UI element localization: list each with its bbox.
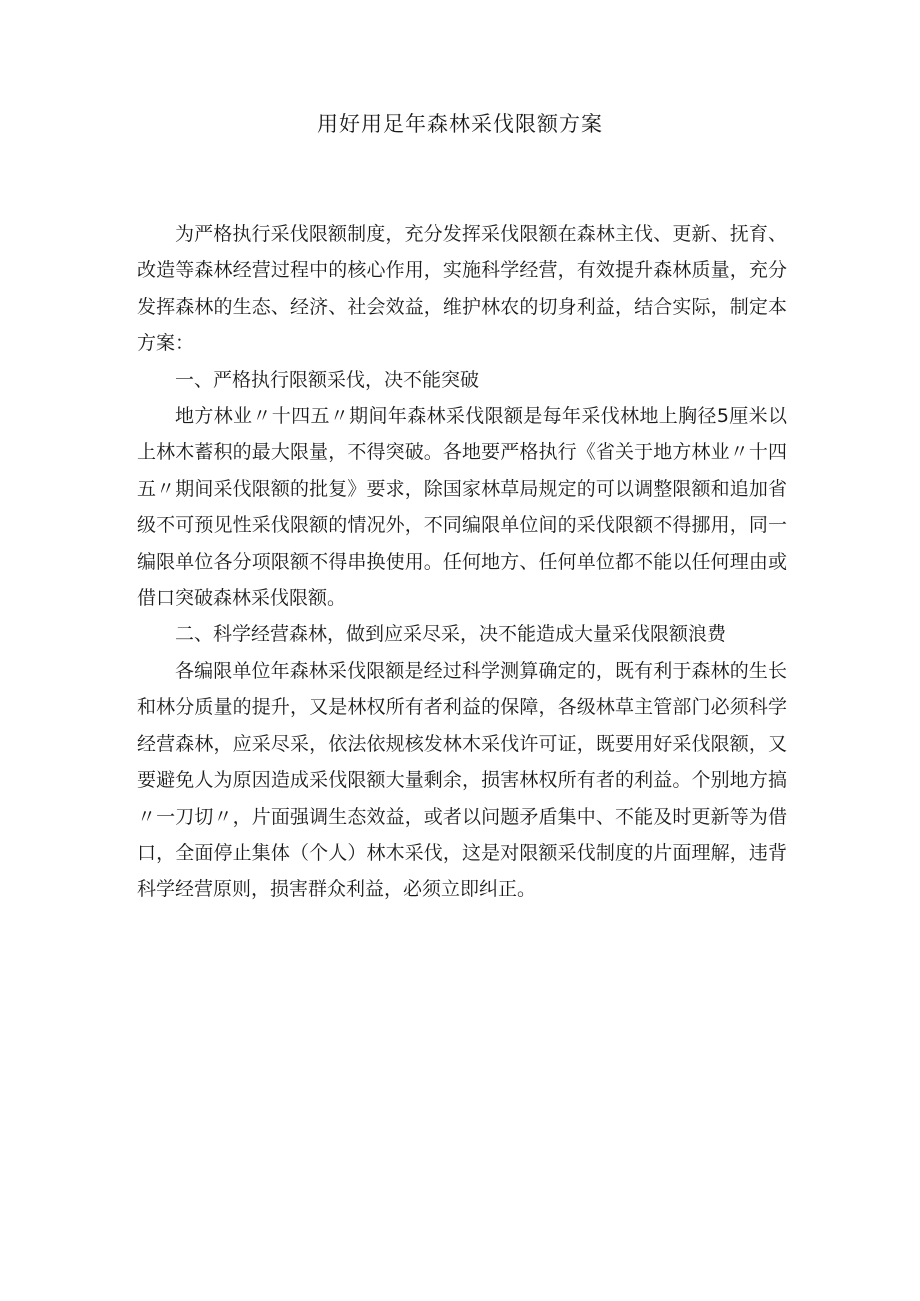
section-2-heading: 二、科学经营森林，做到应采尽采，决不能造成大量采伐限额浪费	[175, 623, 727, 646]
intro-paragraph: 为严格执行采伐限额制度，充分发挥采伐限额在森林主伐、更新、抚育、改造等森林经营过程中的核心作用，实施科学经营，有效提升森林质量，充分发挥森林的生态、经济、社会效益，维护林农的切身利益，结合实际，制定本方案：	[137, 223, 787, 355]
document-title: 用好用足年森林采伐限额方案	[317, 112, 603, 136]
section-2-paragraph: 各编限单位年森林采伐限额是经过科学测算确定的，既有利于森林的生长和林分质量的提升，又是林权所有者利益的保障，各级林草主管部门必须科学经营森林，应采尽采，依法依规核发林木采伐许可证，既要用好采伐限额，又要避免人为原因造成采伐限额大量剩余，损害林权所有者的利益。个别地方搞〃一刀切〃，片面强调生态效益，或者以问题矛盾集中、不能及时更新等为借口，全面停止集体（个人）林木采伐，这是对限额采伐制度的片面理解，违背科学经营原则，损害群众利益，必须立即纠正。	[137, 659, 787, 901]
section-1-paragraph: 地方林业〃十四五〃期间年森林采伐限额是每年采伐林地上胸径5厘米以上林木蓄积的最大限量，不得突破。各地要严格执行《省关于地方林业〃十四五〃期间采伐限额的批复》要求，除国家林草局规定的可以调整限额和追加省级不可预见性采伐限额的情况外，不同编限单位间的采伐限额不得挪用，同一编限单位各分项限额不得串换使用。任何地方、任何单位都不能以任何理由或借口突破森林采伐限额。	[137, 405, 787, 610]
document-body	[137, 216, 787, 908]
section-1-heading: 一、严格执行限额采伐，决不能突破	[175, 368, 480, 391]
